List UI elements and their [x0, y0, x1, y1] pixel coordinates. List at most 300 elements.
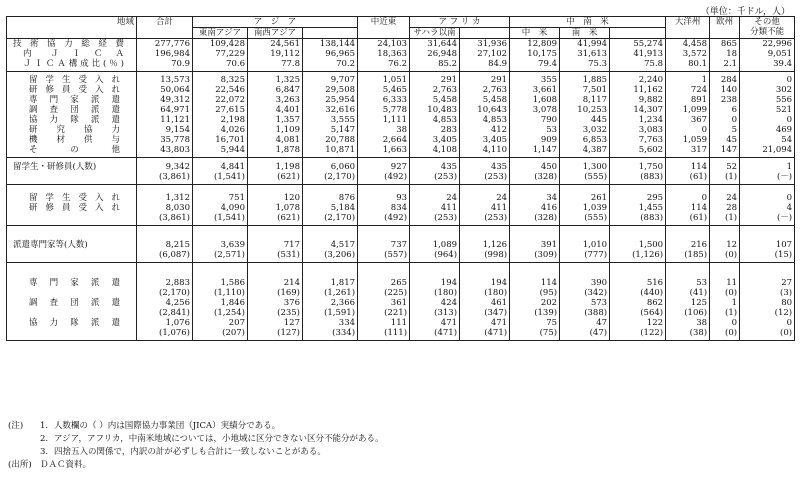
value-cell: [710, 72, 740, 158]
value: 717: [283, 240, 300, 250]
value: 1,076: [165, 318, 190, 328]
value: 20,788: [325, 135, 356, 145]
value-cell: [248, 185, 303, 226]
value: 43,803: [160, 145, 190, 155]
value: 9,051: [767, 49, 793, 59]
value: (342): [584, 288, 608, 298]
value: 865: [720, 39, 738, 49]
value: 1,010: [582, 240, 608, 250]
table-body: [7, 39, 795, 341]
value-cell: [560, 72, 610, 158]
value: 1,039: [582, 203, 608, 213]
value: 24: [446, 193, 458, 203]
value-cell: [358, 72, 410, 158]
row-label-line: 専 門 家 派 遣: [29, 278, 120, 288]
value: 26,948: [427, 49, 458, 59]
value: 5,778: [382, 105, 408, 115]
value: 355: [540, 75, 558, 85]
value: (6,087): [159, 250, 190, 260]
value: 1,126: [482, 240, 508, 250]
value: 277,776: [154, 39, 190, 49]
value: 862: [646, 298, 664, 308]
value: 0: [701, 193, 708, 203]
value: 5,458: [432, 95, 458, 105]
value-cell: [460, 158, 510, 185]
value: 5,184: [330, 203, 356, 213]
value: 1,750: [638, 162, 664, 172]
value: 14,307: [633, 105, 664, 115]
row-label-line: 機 材 供 与: [29, 135, 120, 145]
value: 1,817: [330, 278, 356, 288]
value-cell: [666, 226, 710, 263]
value: 1,878: [275, 145, 300, 155]
value-cell: [193, 226, 248, 263]
value-cell: [358, 39, 410, 72]
value: (2,170): [159, 288, 190, 298]
row-label-line: 技 術 協 力 総 経 費: [13, 39, 124, 49]
value: 376: [283, 298, 300, 308]
value: (127): [277, 328, 300, 338]
value: 469: [775, 125, 793, 135]
value-cell: [740, 185, 795, 226]
value: 35,778: [160, 135, 190, 145]
value: 471: [440, 318, 458, 328]
row-label-line: 専 門 家 派 遣: [29, 95, 120, 105]
value: 317: [690, 145, 708, 155]
value: (998): [484, 250, 508, 260]
value: 927: [390, 162, 408, 172]
value: 0: [786, 75, 793, 85]
value: (1,541): [214, 213, 245, 223]
value: (3,206): [324, 250, 356, 260]
value-cell: [303, 263, 358, 341]
value-cell: [740, 39, 795, 72]
value: 4,841: [220, 162, 245, 172]
value: 2,763: [482, 85, 508, 95]
value: 445: [590, 115, 608, 125]
value-cell: [358, 158, 410, 185]
row-label-line: 調 査 団 派 遣: [29, 298, 120, 308]
value: 391: [540, 240, 558, 250]
value: 18,363: [377, 49, 408, 59]
value: 1,300: [582, 162, 608, 172]
value: 5,465: [382, 85, 408, 95]
africa-other-header: [460, 28, 510, 39]
note-text: アジア，アフリカ，中南米地域については，小地域に区分できない区分不能分がある。: [54, 434, 384, 444]
value: (106): [684, 308, 708, 318]
value: 737: [390, 240, 408, 250]
value: 1,051: [382, 75, 408, 85]
value: 25,954: [325, 95, 356, 105]
value: 10,871: [325, 145, 356, 155]
value: (111): [384, 328, 408, 338]
value: 27,102: [477, 49, 508, 59]
note-text: ＤＡＣ資料。: [40, 460, 92, 470]
value: (253): [434, 213, 458, 223]
value: (1,126): [632, 250, 664, 260]
value: 138,144: [319, 39, 356, 49]
value: (15): [774, 250, 793, 260]
value: 34: [546, 193, 558, 203]
value: 1: [731, 298, 738, 308]
value: 1,089: [432, 240, 458, 250]
value-cell: [248, 39, 303, 72]
value-cell: [137, 158, 193, 185]
value-cell: [740, 158, 795, 185]
value: 3,083: [638, 125, 664, 135]
value-cell: [410, 226, 460, 263]
south-america-header: 南 米: [560, 28, 610, 39]
value: 147: [720, 145, 738, 155]
value-cell: [740, 226, 795, 263]
note-text: 人数欄の（ ）内は国際協力事業団（JICA）実績分である。: [54, 421, 281, 431]
value: 109,428: [209, 39, 245, 49]
value: 70.9: [171, 59, 190, 69]
value: 390: [590, 278, 608, 288]
row-label-line: ＪＩＣＡ構成比(％): [23, 59, 124, 69]
value: 573: [590, 298, 608, 308]
row-label-line: 留学生・研修員(人数): [13, 162, 97, 172]
table-row: [7, 263, 795, 341]
value: (555): [584, 172, 608, 182]
value: (235): [277, 308, 300, 318]
value: 125: [690, 298, 708, 308]
value-cell: [560, 263, 610, 341]
note-number: 3.: [40, 447, 49, 457]
value: 216: [690, 240, 708, 250]
value: (253): [484, 213, 508, 223]
value: (0): [780, 328, 793, 338]
value: 70.6: [226, 59, 245, 69]
sw-asia-header: 南西アジア: [248, 28, 303, 39]
table-row: [7, 226, 795, 263]
value: (471): [434, 328, 458, 338]
value: 202: [540, 298, 558, 308]
value: (564): [640, 308, 664, 318]
asia-header: ア ジ ア: [193, 17, 358, 28]
value-cell: [666, 263, 710, 341]
value: 435: [490, 162, 508, 172]
value: 120: [283, 193, 300, 203]
value: (61): [689, 213, 708, 223]
value: 2,366: [330, 298, 356, 308]
value: 22,546: [215, 85, 245, 95]
value: 4,387: [582, 145, 608, 155]
value: 411: [490, 203, 508, 213]
notes: [8, 420, 384, 472]
value: 0: [701, 125, 708, 135]
value: (0): [725, 288, 738, 298]
row-label: [7, 185, 137, 226]
value: 22,996: [762, 39, 793, 49]
value: 9,707: [330, 75, 356, 85]
value: (0): [725, 328, 738, 338]
value: 114: [690, 203, 708, 213]
value-cell: [358, 263, 410, 341]
value: 32,616: [325, 105, 356, 115]
value: (1): [725, 172, 738, 182]
value: 2,664: [382, 135, 408, 145]
value: 1,357: [275, 115, 300, 125]
value: 8,030: [165, 203, 190, 213]
value: 96,965: [325, 49, 356, 59]
value: (38): [689, 328, 708, 338]
row-label-line: そ の 他: [29, 145, 120, 155]
value: 38: [696, 318, 708, 328]
value: 0: [786, 318, 793, 328]
value: 114: [540, 278, 558, 288]
value: 52: [726, 162, 738, 172]
value: 3,032: [582, 125, 608, 135]
value: 19,112: [270, 49, 300, 59]
value-cell: [303, 39, 358, 72]
value: (1,261): [324, 288, 356, 298]
value: 10,253: [577, 105, 608, 115]
value: 7,501: [582, 85, 608, 95]
value-cell: [510, 158, 560, 185]
value: 2,240: [638, 75, 664, 85]
value: 4,853: [432, 115, 458, 125]
value-cell: [193, 39, 248, 72]
value: (61): [689, 172, 708, 182]
value: 284: [720, 75, 738, 85]
value-cell: [410, 158, 460, 185]
value: 6,853: [582, 135, 608, 145]
value: 9,882: [638, 95, 664, 105]
value: 1,234: [638, 115, 664, 125]
value: 10,175: [527, 49, 558, 59]
value-cell: [358, 226, 410, 263]
value: 6: [731, 105, 738, 115]
value: 1,885: [582, 75, 608, 85]
value-cell: [740, 72, 795, 158]
value-cell: [710, 226, 740, 263]
value: 207: [228, 318, 245, 328]
value-cell: [303, 226, 358, 263]
value: 450: [540, 162, 558, 172]
europe-header: 欧州: [710, 17, 740, 39]
value-cell: [610, 263, 666, 341]
value-cell: [410, 72, 460, 158]
value-cell: [358, 185, 410, 226]
value: (440): [640, 288, 664, 298]
row-label-line: [9, 328, 134, 338]
other-header: その他 分類不能: [740, 17, 795, 39]
value: 196,984: [154, 49, 190, 59]
value: (0): [725, 250, 738, 260]
value: (777): [584, 250, 608, 260]
value: 49,312: [160, 95, 190, 105]
value: 1,325: [275, 75, 300, 85]
value: 2,763: [432, 85, 458, 95]
table-row: [7, 158, 795, 185]
value: (309): [534, 250, 558, 260]
value: 6,060: [330, 162, 356, 172]
value: 291: [490, 75, 508, 85]
value: 1,111: [382, 115, 408, 125]
value: (1,110): [214, 288, 245, 298]
value: 4,090: [220, 203, 245, 213]
value-cell: [610, 185, 666, 226]
table-row: [7, 72, 795, 158]
value-cell: [710, 263, 740, 341]
value-cell: [560, 226, 610, 263]
row-label-line: 研 修 員 受 入 れ: [29, 203, 120, 213]
total-header: 合計: [137, 17, 193, 39]
value: 6,333: [382, 95, 408, 105]
value: 85.2: [438, 59, 458, 69]
value: 834: [390, 203, 408, 213]
value: 18: [726, 49, 738, 59]
value: (180): [484, 288, 508, 298]
value: 1,663: [382, 145, 408, 155]
row-label-line: 研 究 協 力: [29, 125, 120, 135]
value-cell: [303, 158, 358, 185]
value: 424: [440, 298, 458, 308]
value: 84.9: [488, 59, 508, 69]
value: 12,809: [527, 39, 558, 49]
value: (883): [640, 213, 664, 223]
value: 4,108: [432, 145, 458, 155]
value: (555): [584, 213, 608, 223]
value: 140: [720, 85, 738, 95]
value: (531): [277, 250, 300, 260]
value: 27,615: [215, 105, 245, 115]
value: 11: [726, 278, 738, 288]
value: (75): [539, 328, 558, 338]
value: 5,944: [220, 145, 245, 155]
value: 1,099: [682, 105, 708, 115]
value: 367: [690, 115, 708, 125]
value: 1,312: [165, 193, 190, 203]
value-cell: [248, 263, 303, 341]
value-cell: [410, 263, 460, 341]
value: 876: [338, 193, 356, 203]
value: 1,147: [532, 145, 558, 155]
sub-sahara-header: サハラ以南: [410, 28, 460, 39]
value: (169): [277, 288, 300, 298]
value: 21,094: [762, 145, 793, 155]
technical-cooperation-table: [6, 16, 795, 341]
value: 41,994: [577, 39, 608, 49]
value: 70.2: [336, 59, 356, 69]
value: 4,517: [330, 240, 356, 250]
value: 29,508: [325, 85, 356, 95]
row-label-line: [9, 308, 134, 318]
value: 38: [396, 125, 408, 135]
value: 891: [690, 95, 708, 105]
value-cell: [410, 185, 460, 226]
value: 461: [490, 298, 508, 308]
value-cell: [248, 226, 303, 263]
oceania-header: 大洋州: [666, 17, 710, 39]
value: 24: [726, 193, 738, 203]
value-cell: [137, 226, 193, 263]
value-cell: [303, 185, 358, 226]
value: 77,229: [215, 49, 245, 59]
value: (95): [539, 288, 558, 298]
value-cell: [560, 39, 610, 72]
value: 75.3: [588, 59, 608, 69]
value: 1,198: [275, 162, 300, 172]
table-row: [7, 39, 795, 72]
value-cell: [710, 185, 740, 226]
value-cell: [666, 185, 710, 226]
value: 27: [781, 278, 793, 288]
value: 2,198: [220, 115, 245, 125]
value: (253): [434, 172, 458, 182]
note-line: [8, 446, 384, 459]
asia-other-header: [303, 28, 358, 39]
row-label: [7, 39, 137, 72]
value: 22,072: [215, 95, 245, 105]
value-cell: [460, 39, 510, 72]
row-label-line: 調 査 団 派 遣: [29, 105, 120, 115]
value-cell: [666, 158, 710, 185]
value: 3,572: [682, 49, 708, 59]
value: 291: [440, 75, 458, 85]
row-label-line: [9, 213, 134, 223]
value: 411: [440, 203, 458, 213]
value: 24,561: [270, 39, 300, 49]
note-mark: (出所): [8, 460, 32, 470]
value: (2,571): [214, 250, 245, 260]
row-label: [7, 72, 137, 158]
value: (221): [384, 308, 408, 318]
value: (328): [534, 172, 558, 182]
table-row: [7, 185, 795, 226]
value: 334: [338, 318, 356, 328]
value: (313): [434, 308, 458, 318]
value: 1,078: [275, 203, 300, 213]
value: (388): [584, 308, 608, 318]
row-label-line: 留 学 生 受 入 れ: [29, 193, 120, 203]
value-cell: [710, 158, 740, 185]
value: 4,401: [275, 105, 300, 115]
value-cell: [666, 72, 710, 158]
value: 1,109: [275, 125, 300, 135]
value-cell: [560, 185, 610, 226]
value: 10,483: [427, 105, 458, 115]
value-cell: [460, 226, 510, 263]
value-cell: [666, 39, 710, 72]
value: 8,117: [582, 95, 608, 105]
value: 4,458: [682, 39, 708, 49]
value: 5,602: [638, 145, 664, 155]
value-cell: [460, 263, 510, 341]
value-cell: [137, 185, 193, 226]
value: 79.4: [538, 59, 558, 69]
value: 31,936: [477, 39, 508, 49]
value: 28: [726, 203, 738, 213]
latam-other-header: [610, 28, 666, 39]
value: 412: [490, 125, 508, 135]
value: 0: [786, 115, 793, 125]
middle-east-header: 中近東: [358, 17, 410, 39]
value: 53: [546, 125, 558, 135]
value: (3): [780, 288, 793, 298]
value: 556: [775, 95, 793, 105]
value: (1,254): [214, 308, 245, 318]
value: (1,591): [324, 308, 356, 318]
value: 114: [690, 162, 708, 172]
value: 53: [696, 278, 708, 288]
value: (328): [534, 213, 558, 223]
value: 11,162: [633, 85, 664, 95]
value: 3,555: [330, 115, 356, 125]
value: 261: [590, 193, 608, 203]
value: 64,971: [160, 105, 190, 115]
